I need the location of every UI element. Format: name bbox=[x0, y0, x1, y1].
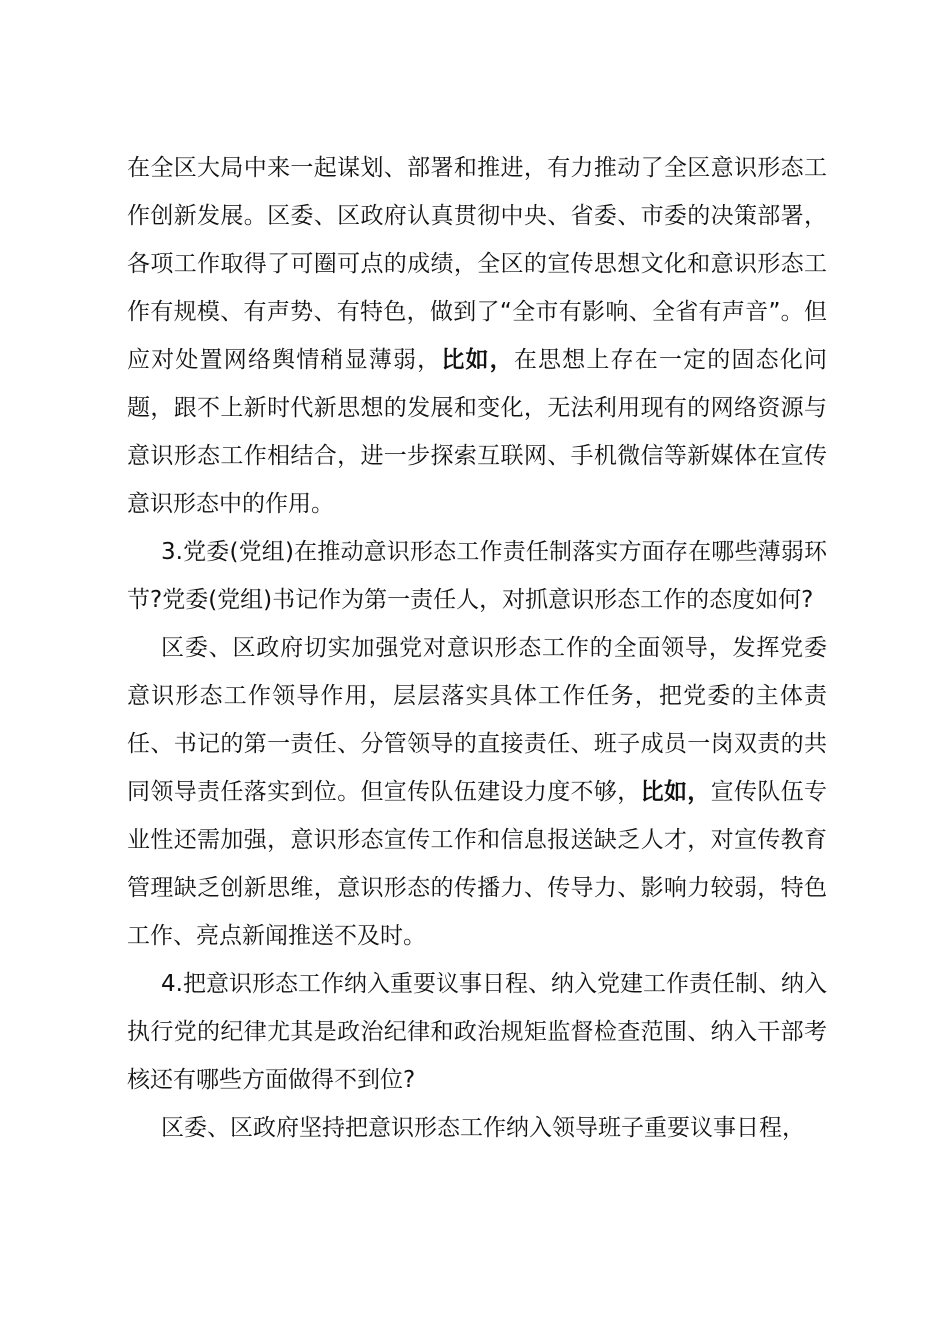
paragraph-answer-4 bbox=[127, 1104, 827, 1152]
text-segment: 在全区大局中来一起谋划、部署和推进，有力推动了全区意识形态工作创新发展。区委、区政府认真贯彻中央、省委、市委的决策部署，各项工作取得了可圈可点的成绩，全区的宣传思想文化和意识形态工作有规模、有声势、有特色，做到了“全市有影响、全省有声音”。但应对处置网络舆情稍显薄弱， bbox=[127, 155, 827, 373]
text-segment: 区委、区政府切实加强党对意识形态工作的全面领导，发挥党委意识形态工作领导作用，层层落实具体工作任务，把党委的主体责任、书记的第一责任、分管领导的直接责任、班子成员一岗双责的共同领导责任落实到位。但宣传队伍建设力度不够， bbox=[127, 635, 827, 805]
text-segment-bold: 比如， bbox=[441, 347, 514, 373]
paragraph-question-4 bbox=[127, 960, 827, 1104]
text-segment-bold: 比如， bbox=[640, 779, 711, 805]
text-segment: 宣传队伍专业性还需加强，意识形态宣传工作和信息报送缺乏人才，对宣传教育管理缺乏创新思维，意识形态的传播力、传导力、影响力较弱，特色工作、亮点新闻推送不及时。 bbox=[127, 779, 828, 949]
text-segment: 在思想上存在一定的固态化问题，跟不上新时代新思想的发展和变化，无法利用现有的网络资源与意识形态工作相结合，进一步探索互联网、手机微信等新媒体在宣传意识形态中的作用。 bbox=[127, 347, 828, 517]
text-segment: 区委、区政府坚持把意识形态工作纳入领导班子重要议事日程， bbox=[161, 1115, 805, 1141]
text-segment: 4.把意识形态工作纳入重要议事日程、纳入党建工作责任制、纳入执行党的纪律尤其是政治纪律和政治规矩监督检查范围、纳入干部考核还有哪些方面做得不到位? bbox=[127, 971, 827, 1093]
document-body bbox=[127, 144, 827, 1152]
paragraph-answer-3 bbox=[127, 624, 827, 960]
paragraph-continuation bbox=[127, 144, 827, 528]
text-segment: 3.党委(党组)在推动意识形态工作责任制落实方面存在哪些薄弱环节?党委(党组)书记作为第一责任人，对抓意识形态工作的态度如何? bbox=[127, 539, 827, 613]
paragraph-question-3 bbox=[127, 528, 827, 624]
